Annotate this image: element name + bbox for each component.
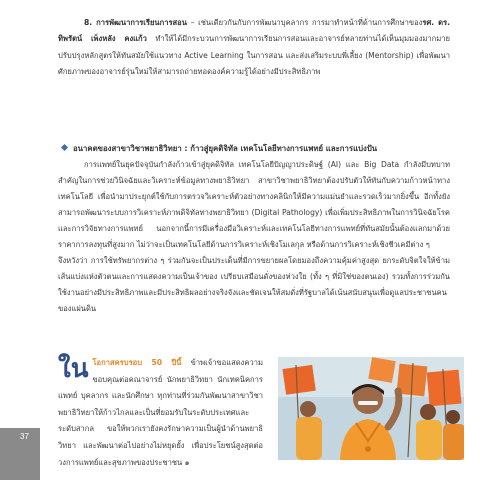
paragraph-teaching [58,15,450,81]
paragraph-future [58,157,450,317]
section-8-label: 8. การพัฒนาการเรียนการสอน [84,18,187,27]
closing-text: ข้าพเจ้าขอแสดงความขอบคุณต่อคณาจารย์ นักพยาธิวิทยา นักเทคนิคการแพทย์ บุคลากร และนักศึกษา ทุกท่านที่ร่วมกันพัฒนาสาขาวิชาพยาธิวิทยาให้ก้าวไกลและเป็นที่ยอมรับในระดับประเทศและระดับสากล ขอให้พวกเรายังคงรักษาความเป็นผู้นำด้านพยาธิวิทยา และพัฒนาต่อไปอย่างไม่หยุดยั้ง เพื่อประโยชน์สูงสุดต่อวงการแพทย์และสุขภาพของประชาชน ๑ [58,358,263,467]
teaching-lead-text: – เช่นเดียวกันกับการพัฒนาบุคลากร การมาทำหน้าที่ด้านการศึกษาของ [186,18,423,27]
teaching-body-text: ทำให้ได้มีกระบวนการพัฒนาการเรียนการสอนและอาจารย์หลายท่านได้เห็นมุมมองมากมาย ปรับปรุงหลักสูตรให้ทันสมัยใช้แนวทาง Active Learning ในการสอน และส่งเสริมระบบพี่เลี้ยง (Mentorship) เพื่อพัฒนาศักยภาพของอาจารย์รุ่นใหม่ให้สามารถถ่ายทอดองค์ความรู้ได้อย่างมีประสิทธิภาพ [58,34,450,77]
paragraph-closing [58,355,263,471]
paragraph-future-b: จึงหวังว่า การใช้ทรัพยากรต่าง ๆ ร่วมกันจะเป็นประเด็นที่มีการขยายผลโดยมองถึงความคุ้มค่าสูงสุด ยกระดับจิตใจให้ข้ามเส้นแบ่งแห่งตัวตนและการแสดงความเป็นเจ้าของ เปรียบเสมือนดั่งของห่วงใย (ทั้ง ๆ ที่มิใช่ของตนเอง) รวมทั้งการร่วมกันใช้งานอย่างมีประสิทธิภาพและมีประสิทธิผลอย่างจริงจังและชัดเจนให้สมดั่งที่รัฐบาลได้เน้นสนับสนุนเพื่อดูแลประชาชนคนของแผ่นดิน [58,255,450,313]
paragraph-teaching-text [58,15,450,81]
person-name: รศ. ดร. ทิพรัตน์ เพ็งหลัง คงแก้ว [58,18,450,44]
section-heading [62,142,452,156]
page-number: 37 [20,432,29,441]
dropcap: ใน [58,354,89,384]
paragraph-future-a: การแพทย์ในยุคปัจจุบันกำลังก้าวเข้าสู่ยุคดิจิทัล เทคโนโลยีปัญญาประดิษฐ์ (AI) และ Big Data กำลังมีบทบาทสำคัญในการช่วยวินิจฉัยและวิเคราะห์ข้อมูลทางพยาธิวิทยา สาขาวิชาพยาธิวิทยาต้องปรับตัวให้ทันกับความก้าวหน้าทางเทคโนโลยี เพื่อนำมาประยุกต์ใช้กับการตรวจวิเคราะห์ตัวอย่างทางคลินิกให้มีความแม่นยำและรวดเร็วมากยิ่งขึ้น อีกทั้งยังสามารถพัฒนาระบบการวิเคราะห์ภาพดิจิทัลทางพยาธิวิทยา (Digital Pathology) เพื่อเพิ่มประสิทธิภาพในการวินิจฉัยโรคและการวิจัยทางการแพทย์ นอกจากนี้การมีเครื่องมือวิเคราะห์และเทคโนโลยีทางการแพทย์ที่ทันสมัยนั้นต้องแลกมาด้วยราคาการลงทุนที่สูงมาก ไม่ว่าจะเป็นเทคโนโลยีด้านการวิเคราะห์เชิงโมเลกุล หรือด้านการวิเคราะห์เชิงชีวเคมีต่าง ๆ [58,160,450,249]
celebration-photo-illustration [278,357,464,460]
celebration-photo [278,357,464,460]
section-heading-text: อนาคตของสาขาวิชาพยาธิวิทยา : ก้าวสู่ยุคดิจิทัล เทคโนโลยีทางการแพทย์ และการแบ่งปัน [73,144,378,153]
occasion-highlight: โอกาสครบรอบ 50 ปีนี้ [92,358,182,367]
diamond-bullet-icon [61,144,68,151]
